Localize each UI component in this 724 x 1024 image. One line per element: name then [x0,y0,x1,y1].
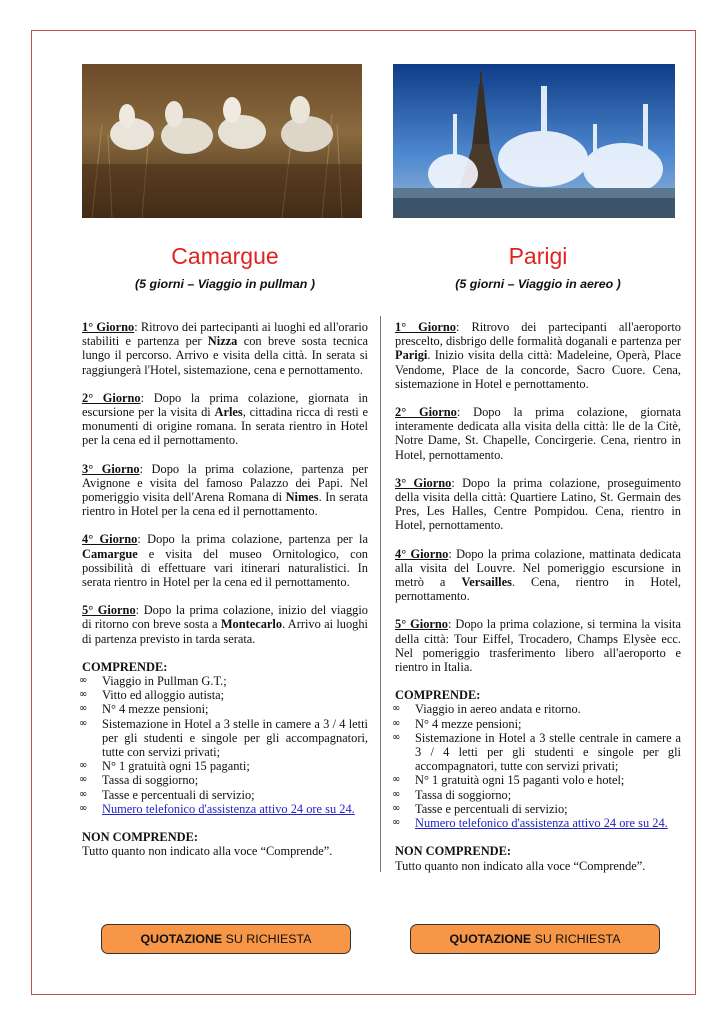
includes-item [392,716,681,731]
includes-text: N° 1 gratuità ogni 15 paganti volo e hotel; [415,773,625,788]
day-text: : Ritrovo dei partecipanti ai luoghi ed all'orario stabiliti e partenza per [82,320,368,349]
itinerary-day [395,405,681,462]
infinity-bullet-icon: ∞ [392,788,401,800]
day-text: . Cena, rientro in Hotel, pernottamento. [395,575,681,604]
includes-item [79,787,368,802]
includes-item [79,716,368,760]
camargue-horses-photo [82,64,362,218]
quote-label-rest: SU RICHIESTA [531,932,621,946]
day-heading: 4° Giorno [395,546,449,561]
day-text: : Dopo la prima colazione, giornata interamente dedicata alla visita della città: lle de la Citè, Notre Dame, St. Chapelle, Concirgerie. Cena, rientro in Hotel, pernottamento. [395,405,681,462]
includes-text: Sistemazione in Hotel a 3 stelle centrale in camere a 3 / 4 letti per gli studenti e singole per gli accompagnatori, tutte con servizi privati; [415,730,681,774]
infinity-bullet-icon: ∞ [79,689,88,701]
parigi-excludes-text: Tutto quanto non indicato alla voce “Comprende”. [395,858,646,873]
itinerary-day [395,476,681,533]
day-heading: 5° Giorno [395,617,448,632]
includes-item [79,702,368,717]
includes-item [79,759,368,774]
includes-item [392,787,681,802]
infinity-bullet-icon: ∞ [79,760,88,772]
camargue-title: Camargue [171,243,279,269]
camargue-subtitle: (5 giorni – Viaggio in pullman ) [135,277,315,291]
assistance-phone-link[interactable]: Numero telefonico d'assistenza attivo 24 ore su 24. [415,816,668,831]
day-text: . Arrivo ai luoghi di partenza previsto in tarda serata. [82,617,368,646]
includes-item [79,688,368,703]
itinerary-day [395,320,681,391]
quote-label-bold: QUOTAZIONE [140,932,223,946]
parigi-excludes-title: NON COMPRENDE: [395,844,511,859]
day-heading: 4° Giorno [82,532,138,547]
day-text: : Dopo la prima colazione, inizio del viaggio di ritorno con breve sosta a [82,603,368,632]
infinity-bullet-icon: ∞ [79,802,88,814]
camargue-itinerary [82,320,368,646]
camargue-excludes-title: NON COMPRENDE: [82,830,198,845]
day-text: : Dopo la prima colazione, giornata in escursione per la visita di [82,390,368,420]
includes-item [392,702,681,717]
assistance-phone-item [392,816,681,831]
camargue-excludes [82,830,368,858]
day-text: . In serata rientro in Hotel per la cena ed il pernottamento. [82,490,368,519]
day-heading: 2° Giorno [82,390,141,405]
paris-eiffel-fountain-photo [393,64,675,218]
parigi-includes-list [392,702,681,831]
day-text: : Dopo la prima colazione, si termina la visita della città: Tour Eiffel, Trocadero, Champs Elysèe ecc. Nel pomeriggio trasferimento libero all'aeroporto e rientro in Italia. [395,617,681,675]
day-heading: 1° Giorno [395,320,457,334]
parigi-title: Parigi [508,243,568,269]
infinity-bullet-icon: ∞ [79,703,88,715]
itinerary-day [82,603,368,646]
highlighted-place: Nizza [207,334,238,349]
itinerary-day [395,547,681,604]
parigi-subtitle: (5 giorni – Viaggio in aereo ) [455,277,621,291]
day-heading: 2° Giorno [395,405,457,420]
infinity-bullet-icon: ∞ [79,675,88,687]
infinity-bullet-icon: ∞ [79,788,88,800]
includes-text: Tasse e percentuali di servizio; [415,801,568,816]
quote-label-rest: SU RICHIESTA [222,932,312,946]
parigi-includes-title: COMPRENDE: [395,688,481,703]
day-text: : Dopo la prima colazione, partenza per Avignone e visita del famoso Palazzo dei Papi. Nel pomeriggio visita dell'Arena Romana di [82,461,368,505]
quote-request-button-parigi[interactable] [410,924,660,954]
column-divider [380,316,381,872]
infinity-bullet-icon: ∞ [79,774,88,786]
day-heading: 3° Giorno [395,475,452,490]
infinity-bullet-icon: ∞ [79,717,88,729]
includes-text: Tassa di soggiorno; [102,773,199,788]
camargue-column [79,64,368,859]
quote-label-bold: QUOTAZIONE [449,932,532,946]
includes-item [79,773,368,788]
quote-request-button-camargue[interactable] [101,924,351,954]
highlighted-place: Arles [214,405,243,420]
highlighted-place: Parigi [395,348,428,363]
day-text: : Dopo la prima colazione, proseguimento della visita della città: Quartiere Latino, St. Germain des Pres, Les Halles, Centre Pompidou. Cena, rientro in Hotel, pernottamento. [395,475,681,533]
day-heading: 1° Giorno [82,320,135,334]
includes-text: Viaggio in aereo andata e ritorno. [415,702,581,717]
highlighted-place: Montecarlo [220,617,283,632]
includes-item [392,773,681,788]
includes-text: N° 4 mezze pensioni; [415,716,522,731]
infinity-bullet-icon: ∞ [392,731,401,743]
parigi-itinerary [395,320,681,674]
day-text: : Ritrovo dei partecipanti all'aeroporto prescelto, disbrigo delle formalità doganali e partenza per [395,320,681,349]
infinity-bullet-icon: ∞ [392,774,401,786]
day-text: , cittadina ricca di resti e monumenti di origine romana. In serata rientro in Hotel per la cena ed il pernottamento. [82,405,368,448]
itinerary-day [82,532,368,589]
day-text: con breve sosta tecnica lungo il percorso. Arrivo e visita della città. In serata si raggiungerà l'Hotel, sistemazione, cena e pernottamento. [82,334,368,377]
highlighted-place: Camargue [82,546,138,561]
itinerary-day [82,462,368,519]
day-heading: 5° Giorno [82,603,136,618]
camargue-includes-list [79,674,368,816]
includes-text: Sistemazione in Hotel a 3 stelle in camere a 3 / 4 letti per gli studenti e singole per gli accompagnatori, tutte con servizi privati; [102,716,368,760]
itinerary-day [82,320,368,377]
day-text: : Dopo la prima colazione, mattinata dedicata alla visita del Louvre. Nel pomeriggio escursione in metrò a [395,546,681,590]
infinity-bullet-icon: ∞ [392,817,401,829]
infinity-bullet-icon: ∞ [392,802,401,814]
includes-text: N° 1 gratuità ogni 15 paganti; [102,759,250,774]
parigi-excludes [395,844,681,872]
infinity-bullet-icon: ∞ [392,717,401,729]
day-text: . Inizio visita della città: Madeleine, Operà, Place Vendome, Place de la concorde, Sacro Cuore. Cena, sistemazione in Hotel e pernottamento. [395,348,681,391]
includes-text: Tassa di soggiorno; [415,787,512,802]
includes-item [392,730,681,774]
includes-item [79,674,368,689]
highlighted-place: Versailles [461,575,512,590]
assistance-phone-item [79,801,368,816]
day-heading: 3° Giorno [82,461,140,476]
assistance-phone-link[interactable]: Numero telefonico d'assistenza attivo 24 ore su 24. [102,801,355,816]
itinerary-day [82,391,368,448]
parigi-column [392,64,681,873]
itinerary-day [395,617,681,674]
includes-text: Tasse e percentuali di servizio; [102,787,255,802]
day-text: : Dopo la prima colazione, partenza per la [137,532,368,547]
highlighted-place: Nimes [285,490,319,505]
camargue-excludes-text: Tutto quanto non indicato alla voce “Comprende”. [82,844,333,859]
includes-text: Viaggio in Pullman G.T.; [102,674,227,689]
camargue-includes-title: COMPRENDE: [82,659,168,674]
includes-text: Vitto ed alloggio autista; [102,688,225,703]
includes-text: N° 4 mezze pensioni; [102,702,209,717]
day-text: e visita del museo Ornitologico, con possibilità di effettuare vari itinerari naturalistici. In serata rientro in Hotel per la cena ed il pernottamento. [82,546,368,590]
includes-item [392,801,681,816]
infinity-bullet-icon: ∞ [392,703,401,715]
